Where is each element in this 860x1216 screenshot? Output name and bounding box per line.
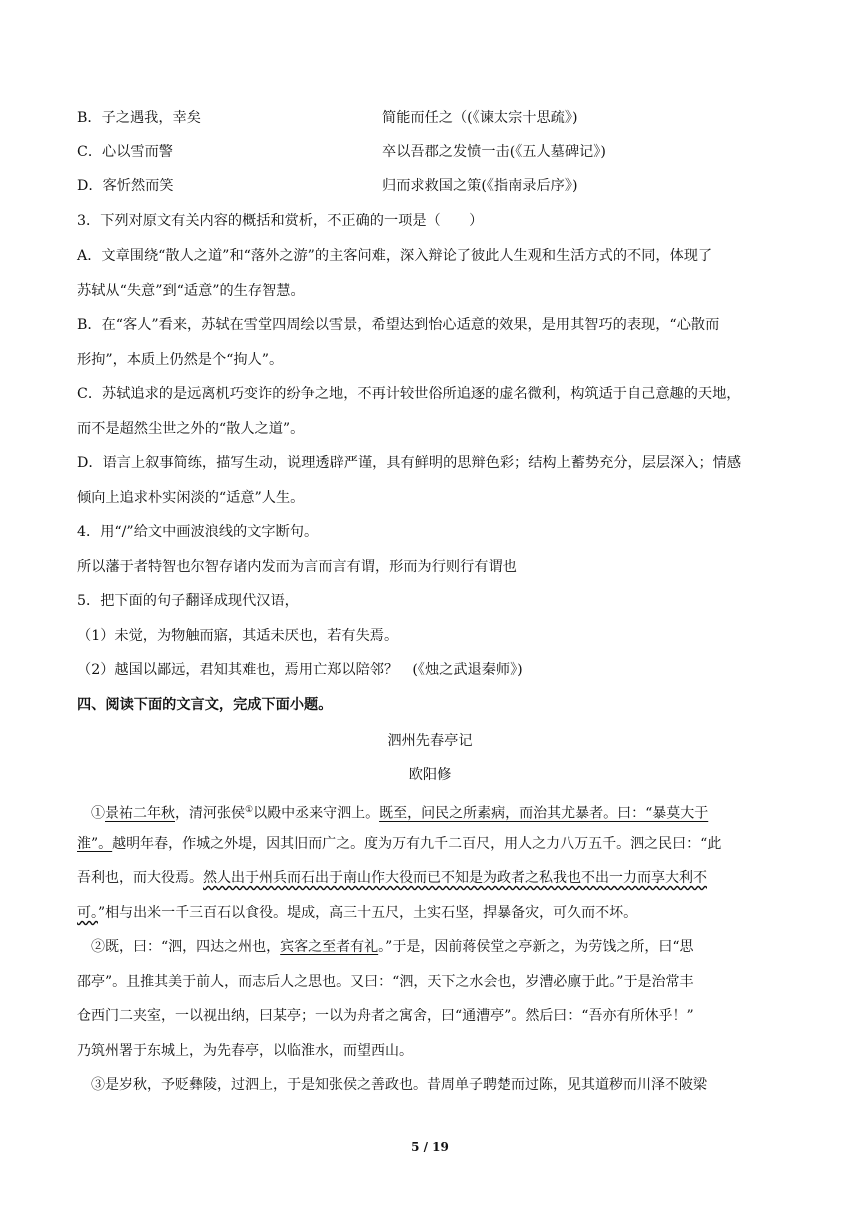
p1-wavy-end: 可。 — [77, 905, 98, 921]
p1-line-3 — [77, 868, 707, 888]
p1-line-2 — [77, 834, 721, 854]
p1-text: 以殿中丞来守泗上。 — [253, 805, 380, 822]
p1-underlined-sentence: 既至，问民之所素病，而治其尤暴者。曰：“暴莫大于 — [379, 805, 709, 822]
q3-stem: 3．下列对原文有关内容的概括和赏析，不正确的一项是（ ） — [77, 213, 484, 229]
q3-option-d-line1: D．语言上叙事简练，描写生动，说理透辟严谨，具有鲜明的思辩色彩；结构上蓄势充分，层层深入；情感 — [77, 455, 742, 471]
p2-line-1 — [91, 937, 694, 957]
q3-option-b-line1: B．在“客人”看来，苏轼在雪堂四周绘以雪景，希望达到怡心适意的效果，是用其智巧的表现，“心散而 — [77, 317, 720, 333]
q3-option-b-line2: 形拘”，本质上仍然是个“拘人”。 — [77, 352, 284, 368]
q5-sentence-2: （2）越国以鄙远，君知其难也，焉用亡郑以陪邻？ (《烛之武退秦师》) — [77, 662, 523, 678]
passage-author: 欧阳修 — [408, 767, 452, 783]
p1-text: ”相与出米一千三百石以食役。堤成，高三十五尺，土实石坚，捍暴备灾，可久而不坏。 — [98, 905, 638, 921]
q2-option-c-left: C．心以雪而警 — [77, 144, 173, 160]
p1-text: ，清河张侯 — [175, 805, 245, 822]
q5-sentence-1: （1）未觉，为物触而寤，其适未厌也，若有失焉。 — [77, 628, 399, 644]
q2-option-c-right: 卒以吾郡之发愤一击(《五人墓碑记》) — [382, 144, 606, 160]
p2-line-2: 邵亭”。且推其美于前人，而志后人之思也。又曰：“泗，天下之水会也，岁漕必廪于此。”于是治常丰 — [77, 974, 694, 990]
q3-option-c-line1: C．苏轼追求的是远离机巧变诈的纷争之地，不再计较世俗所追逐的虚名微利，构筑适于自己意趣的天地， — [77, 386, 741, 402]
q3-option-a-line1: A．文章围绕“散人之道”和“落外之游”的主客问难，深入辩论了彼此人生观和生活方式的不同，体现了 — [77, 248, 713, 264]
p2-line-4: 乃筑州署于东城上，为先春亭，以临淮水，而望西山。 — [77, 1043, 413, 1059]
page-number: 5 / 19 — [411, 1140, 449, 1154]
q4-text: 所以藩于者特智也尔智存诸内发而为言而言有谓，形而为行则行有谓也 — [77, 559, 517, 575]
p2-underlined: 宾客之至者有礼 — [280, 939, 379, 955]
p1-underlined-end: 淮”。 — [77, 836, 113, 852]
p1-line-1 — [91, 800, 708, 824]
q2-option-d-right: 归而求救国之策(《指南录后序》) — [382, 178, 578, 194]
p1-text: 吾利也，而大役焉。 — [77, 870, 203, 886]
section-4-heading: 四、阅读下面的文言文，完成下面小题。 — [77, 697, 333, 713]
p3-line-1: ③是岁秋，予贬彝陵，过泗上，于是知张侯之善政也。昔周单子聘楚而过陈，见其道秽而川泽不陂梁 — [91, 1077, 707, 1093]
q3-option-c-line2: 而不是超然尘世之外的“散人之道”。 — [77, 421, 305, 437]
q3-option-a-line2: 苏轼从“失意”到“适意”的生存智慧。 — [77, 283, 305, 299]
footnote-marker: ① — [245, 805, 254, 815]
q3-option-d-line2: 倾向上追求朴实闲淡的“适意”人生。 — [77, 490, 305, 506]
p2-text: ②既，曰：“泗，四达之州也， — [91, 939, 281, 955]
passage-title: 泗州先春亭记 — [387, 733, 473, 749]
q2-option-b-right: 简能而任之（(《谏太宗十思疏》) — [382, 110, 578, 126]
q2-option-d-left: D．客忻然而笑 — [77, 178, 174, 194]
p1-line-4 — [77, 903, 637, 923]
q2-option-b-left: B．子之遇我，幸矣 — [77, 110, 201, 126]
q5-stem: 5．把下面的句子翻译成现代汉语， — [77, 593, 299, 609]
p1-marker: ① — [91, 805, 105, 822]
p1-wavy-text: 然人出于州兵而石出于南山作大役而已不知是为政者之私我也不出一力而享大利不 — [203, 870, 707, 886]
p1-text: 越明年春，作城之外堤，因其旧而广之。度为万有九千二百尺，用人之力八万五千。泗之民曰：“此 — [112, 836, 722, 852]
p1-underlined-date: 景祐二年秋 — [105, 805, 175, 822]
p2-line-3: 仓西门二夹室，一以视出纳，曰某亭；一以为舟者之寓舍，曰“通漕亭”。然后曰：“吾亦有所休乎！” — [77, 1008, 694, 1024]
q4-stem: 4．用“/”给文中画波浪线的文字断句。 — [77, 524, 319, 540]
p2-text: 。”于是，因前蒋侯堂之亭新之，为劳饯之所，曰“思 — [378, 939, 694, 955]
